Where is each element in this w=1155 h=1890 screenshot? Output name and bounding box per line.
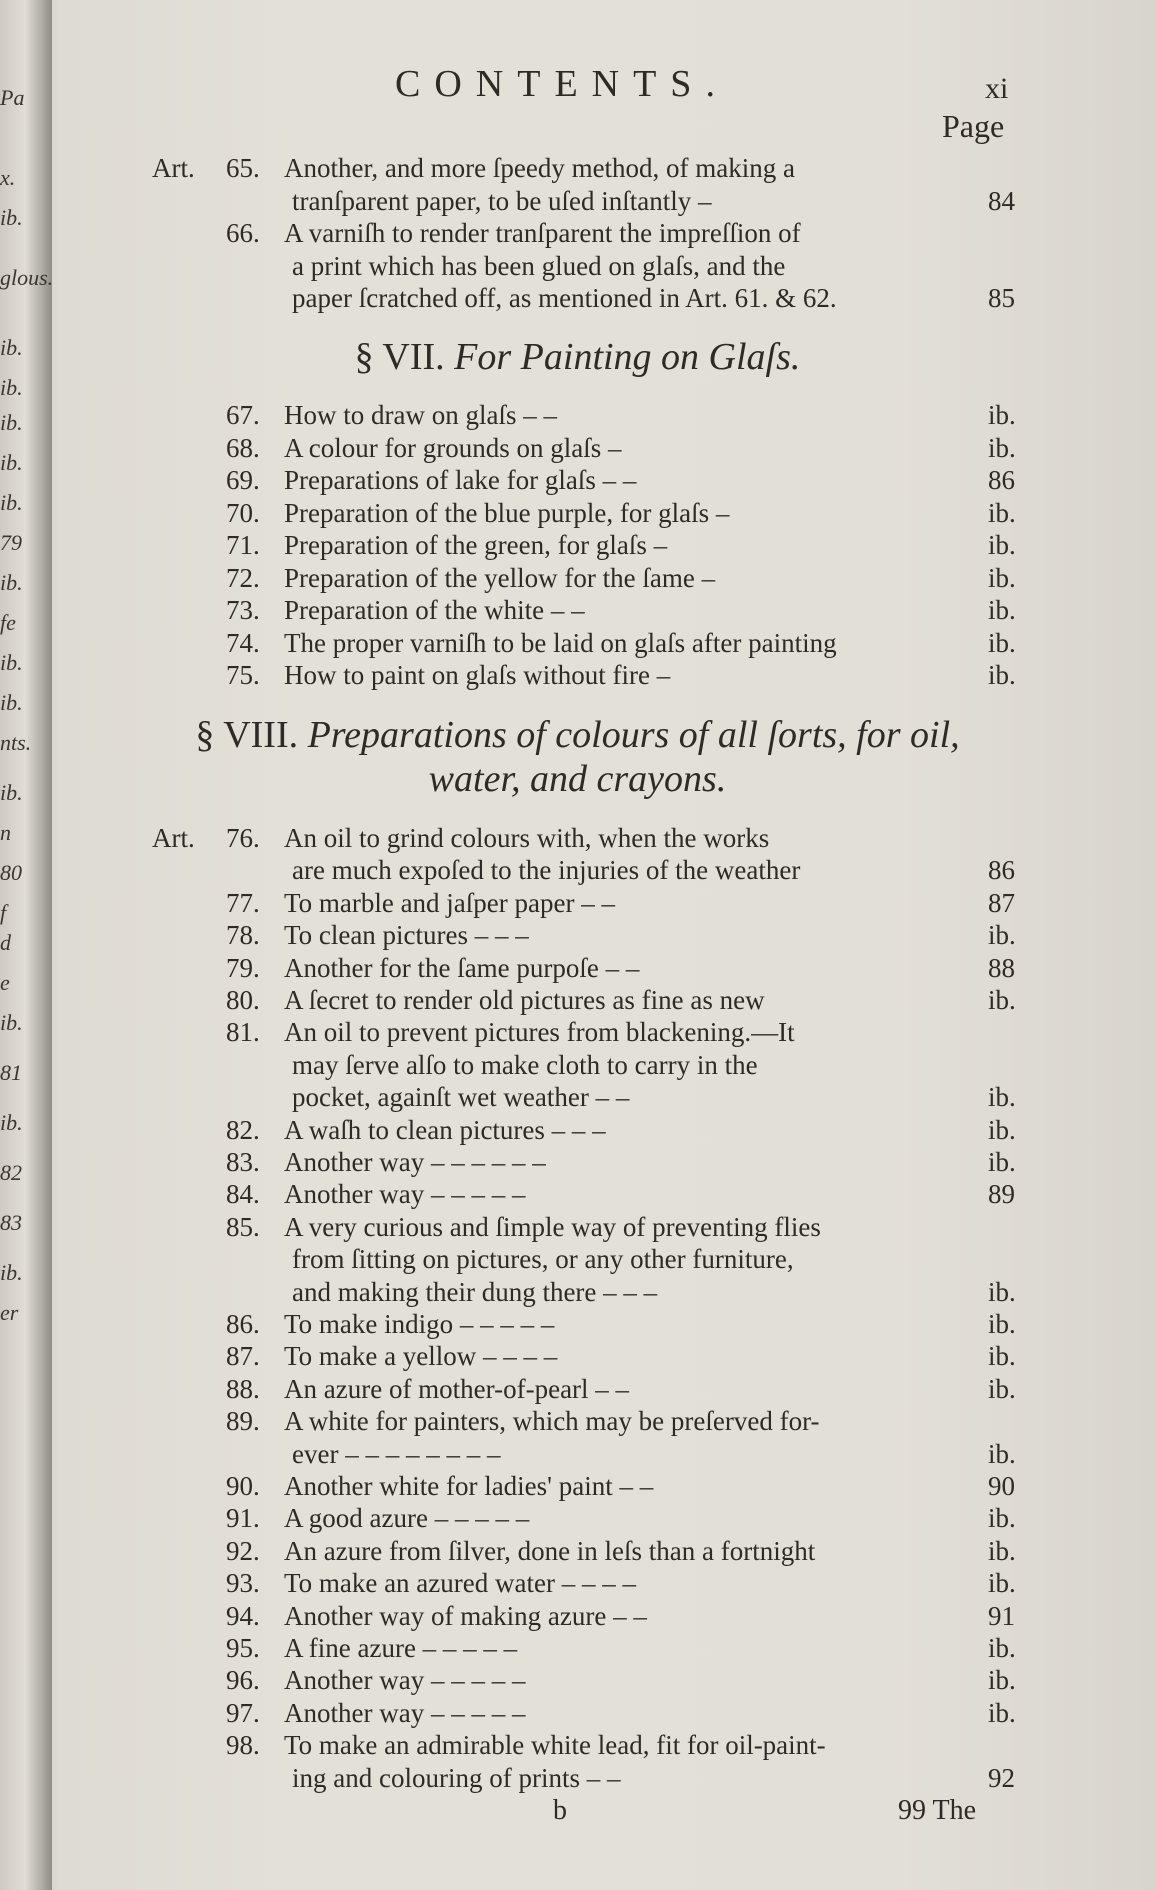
entry-text-line: Another white for ladies' paint – – bbox=[284, 1471, 654, 1501]
entry-text-line: Another way of making azure – – bbox=[284, 1600, 647, 1631]
article-number: 76. bbox=[226, 823, 260, 853]
gutter-mark: ib. bbox=[0, 690, 23, 715]
section-8-heading-line1 bbox=[0, 713, 1155, 757]
entry-text-line: A waſh to clean pictures – – – bbox=[284, 1114, 606, 1145]
article-number: 83. bbox=[226, 1147, 260, 1177]
article-number: 92. bbox=[226, 1535, 260, 1566]
page-ref: 87 bbox=[988, 887, 1015, 918]
entry-text-line: How to draw on glaſs – – bbox=[284, 400, 557, 430]
entry-text-line: pocket, againſt wet weather – – bbox=[292, 1082, 630, 1113]
gutter-mark: ib. bbox=[0, 780, 23, 805]
page-column-heading: Page bbox=[942, 108, 1005, 144]
article-number: 93. bbox=[226, 1568, 260, 1599]
entry-text-line: To make an admirable white lead, fit for oil-paint- bbox=[284, 1730, 826, 1761]
gutter-mark: 79 bbox=[0, 530, 22, 555]
page-ref: ib. bbox=[988, 1147, 1016, 1177]
entry-text-line: An oil to prevent pictures from blackening.—It bbox=[284, 1017, 795, 1048]
article-number: 78. bbox=[226, 920, 260, 951]
article-number: 68. bbox=[226, 432, 260, 463]
entry-text-line: Preparation of the green, for glaſs – bbox=[284, 530, 668, 560]
article-number: 82. bbox=[226, 1114, 260, 1145]
entry-text-line: An oil to grind colours with, when the works bbox=[284, 823, 770, 853]
article-number: 69. bbox=[226, 465, 260, 495]
gutter-mark: ib. bbox=[0, 650, 23, 675]
entry-text-line: may ſerve alſo to make cloth to carry in the bbox=[292, 1049, 758, 1080]
folio-number: xi bbox=[985, 72, 1009, 105]
article-number: 65. bbox=[226, 153, 260, 183]
gutter-adjacent-page bbox=[0, 0, 52, 1890]
article-number: 95. bbox=[226, 1633, 260, 1663]
gutter-mark: ib. bbox=[0, 570, 23, 595]
article-number: 97. bbox=[226, 1697, 260, 1728]
entry-text-line: and making their dung there – – – bbox=[292, 1276, 658, 1307]
article-number: 77. bbox=[226, 887, 260, 918]
page-ref: ib. bbox=[988, 1114, 1016, 1145]
catchword: 99 The bbox=[898, 1795, 977, 1826]
gutter-mark: 82 bbox=[0, 1160, 22, 1185]
article-number: 84. bbox=[226, 1179, 260, 1210]
entry-text-line: A fine azure – – – – – bbox=[284, 1633, 518, 1663]
gutter-mark: f bbox=[0, 900, 7, 925]
page-ref: ib. bbox=[988, 530, 1016, 560]
gutter-mark: ib. bbox=[0, 375, 23, 400]
page-ref: ib. bbox=[988, 400, 1016, 430]
gutter-mark: d bbox=[0, 930, 11, 955]
entry-text-line: Another way – – – – – – bbox=[284, 1147, 546, 1177]
gutter-mark: ib. bbox=[0, 410, 23, 435]
signature-mark: b bbox=[553, 1795, 567, 1826]
page-ref: 92 bbox=[988, 1762, 1015, 1793]
article-number: 94. bbox=[226, 1600, 260, 1631]
page-ref: ib. bbox=[988, 660, 1016, 690]
gutter-mark: e bbox=[0, 970, 10, 995]
gutter-mark: ib. bbox=[0, 1260, 23, 1285]
entry-text-line: A ſecret to render old pictures as fine as new bbox=[284, 985, 765, 1015]
page-ref: ib. bbox=[988, 1535, 1016, 1566]
gutter-mark: 81 bbox=[0, 1060, 22, 1085]
entry-text-line: To clean pictures – – – bbox=[284, 920, 529, 951]
gutter-mark: nts. bbox=[0, 730, 32, 755]
entry-text-line: Another way – – – – – bbox=[284, 1697, 526, 1728]
article-number: 88. bbox=[226, 1373, 260, 1404]
page-ref: 86 bbox=[988, 465, 1015, 495]
page-ref: 90 bbox=[988, 1471, 1015, 1501]
article-number: 79. bbox=[226, 952, 260, 983]
entry-text-line: Preparation of the blue purple, for glaſs – bbox=[284, 497, 730, 528]
page-ref: ib. bbox=[988, 562, 1016, 593]
section-7-mark: § VII. bbox=[354, 336, 445, 378]
page-ref: ib. bbox=[988, 1082, 1016, 1113]
article-number: 90. bbox=[226, 1471, 260, 1501]
page-ref: ib. bbox=[988, 985, 1016, 1015]
entry-text-line: To make a yellow – – – – bbox=[284, 1341, 558, 1372]
gutter-mark: ib. bbox=[0, 335, 23, 360]
entry-text-line: Another for the ſame purpoſe – – bbox=[284, 952, 640, 983]
article-number: 75. bbox=[226, 660, 260, 690]
page-ref: ib. bbox=[988, 920, 1016, 951]
entry-text-line: Preparation of the yellow for the ſame – bbox=[284, 562, 716, 593]
entry-text-line: A good azure – – – – – bbox=[284, 1503, 530, 1534]
article-number: 80. bbox=[226, 985, 260, 1015]
entry-text-line: are much expoſed to the injuries of the weather bbox=[292, 855, 801, 886]
section-7-title: For Painting on Glaſs. bbox=[454, 336, 801, 378]
page-ref: ib. bbox=[988, 1309, 1016, 1339]
article-number: 87. bbox=[226, 1341, 260, 1372]
page-ref: ib. bbox=[988, 497, 1016, 528]
gutter-mark: ib. bbox=[0, 205, 23, 230]
entry-text-line: Another, and more ſpeedy method, of making a bbox=[284, 153, 796, 183]
gutter-mark: glous. bbox=[0, 265, 54, 290]
entry-text-line: A colour for grounds on glaſs – bbox=[284, 432, 622, 463]
article-number: 86. bbox=[226, 1309, 260, 1339]
page-ref: 89 bbox=[988, 1179, 1015, 1210]
entry-text-line: To make indigo – – – – – bbox=[284, 1309, 555, 1339]
running-header bbox=[0, 62, 1155, 112]
article-number: 81. bbox=[226, 1017, 260, 1048]
entry-text-line: Another way – – – – – bbox=[284, 1665, 526, 1696]
page-ref: ib. bbox=[988, 1373, 1016, 1404]
entry-text-line: Preparation of the white – – bbox=[284, 595, 585, 625]
page-ref: 85 bbox=[988, 283, 1015, 313]
article-number: 70. bbox=[226, 497, 260, 528]
article-number: 72. bbox=[226, 562, 260, 593]
entry-text-line: To marble and jaſper paper – – bbox=[284, 887, 615, 918]
entry-text-line: A varniſh to render tranſparent the impreſſion of bbox=[284, 218, 801, 248]
page-ref: ib. bbox=[988, 1633, 1016, 1663]
gutter-mark: er bbox=[0, 1300, 19, 1325]
section-8-mark: § VIII. bbox=[195, 714, 299, 756]
page-ref: ib. bbox=[988, 432, 1016, 463]
page-ref: 86 bbox=[988, 855, 1015, 886]
page-ref: ib. bbox=[988, 1341, 1016, 1372]
entry-text-line: An azure of mother-of-pearl – – bbox=[284, 1373, 630, 1404]
entry-text-line: Another way – – – – – bbox=[284, 1179, 526, 1210]
entry-text-line: ing and colouring of prints – – bbox=[292, 1762, 621, 1793]
entry-text-line: To make an azured water – – – – bbox=[284, 1568, 636, 1599]
article-number: 98. bbox=[226, 1730, 260, 1761]
article-number: 74. bbox=[226, 627, 260, 658]
article-number: 66. bbox=[226, 218, 260, 248]
page-ref: 91 bbox=[988, 1600, 1015, 1631]
art-prefix: Art. bbox=[152, 823, 195, 853]
gutter-mark: fe bbox=[0, 610, 16, 635]
page-ref: ib. bbox=[988, 1665, 1016, 1696]
gutter-mark: n bbox=[0, 820, 11, 845]
gutter-mark: ib. bbox=[0, 490, 23, 515]
page-ref: ib. bbox=[988, 595, 1016, 625]
article-number: 91. bbox=[226, 1503, 260, 1534]
entry-text-line: How to paint on glaſs without fire – bbox=[284, 660, 671, 690]
art-prefix: Art. bbox=[152, 153, 195, 183]
article-number: 85. bbox=[226, 1211, 260, 1242]
page-ref: ib. bbox=[988, 1276, 1016, 1307]
page-ref: ib. bbox=[988, 1503, 1016, 1534]
page-ref: 84 bbox=[988, 185, 1015, 216]
gutter-mark: ib. bbox=[0, 1110, 23, 1135]
gutter-mark: ib. bbox=[0, 1010, 23, 1035]
entry-text-line: The proper varniſh to be laid on glaſs after painting bbox=[284, 627, 837, 658]
entry-text-line: from ſitting on pictures, or any other furniture, bbox=[292, 1244, 794, 1275]
article-number: 89. bbox=[226, 1406, 260, 1437]
section-8-heading-line2 bbox=[0, 757, 1155, 801]
page-ref: ib. bbox=[988, 627, 1016, 658]
entry-text-line: tranſparent paper, to be uſed inſtantly – bbox=[292, 185, 712, 216]
page-ref: ib. bbox=[988, 1568, 1016, 1599]
entry-text-line: paper ſcratched off, as mentioned in Art. 61. & 62. bbox=[292, 283, 837, 313]
article-number: 73. bbox=[226, 595, 260, 625]
entry-text-line: An azure from ſilver, done in leſs than a fortnight bbox=[284, 1535, 816, 1566]
section-8-title-line2: water, and crayons. bbox=[428, 758, 727, 800]
entry-text-line: A white for painters, which may be preſerved for- bbox=[284, 1406, 820, 1437]
section-8-title-line1: Preparations of colours of all ſorts, for oil, bbox=[307, 714, 960, 756]
page-ref: ib. bbox=[988, 1438, 1016, 1469]
page-ref: 88 bbox=[988, 952, 1015, 983]
gutter-mark: x. bbox=[0, 165, 16, 190]
entry-text-line: ever – – – – – – – – bbox=[292, 1438, 501, 1469]
entry-text-line: Preparations of lake for glaſs – – bbox=[284, 465, 637, 495]
section-7-heading bbox=[0, 335, 1155, 379]
gutter-mark: 83 bbox=[0, 1210, 22, 1235]
page-ref: ib. bbox=[988, 1697, 1016, 1728]
gutter-mark: Pa bbox=[0, 85, 25, 110]
gutter-mark: ib. bbox=[0, 450, 23, 475]
entry-text-line: A very curious and ſimple way of preventing flies bbox=[284, 1211, 821, 1242]
article-number: 71. bbox=[226, 530, 260, 560]
article-number: 67. bbox=[226, 400, 260, 430]
article-number: 96. bbox=[226, 1665, 260, 1696]
page-title: CONTENTS. bbox=[395, 63, 729, 105]
entry-text-line: a print which has been glued on glaſs, and the bbox=[292, 250, 786, 281]
gutter-mark: 80 bbox=[0, 860, 22, 885]
